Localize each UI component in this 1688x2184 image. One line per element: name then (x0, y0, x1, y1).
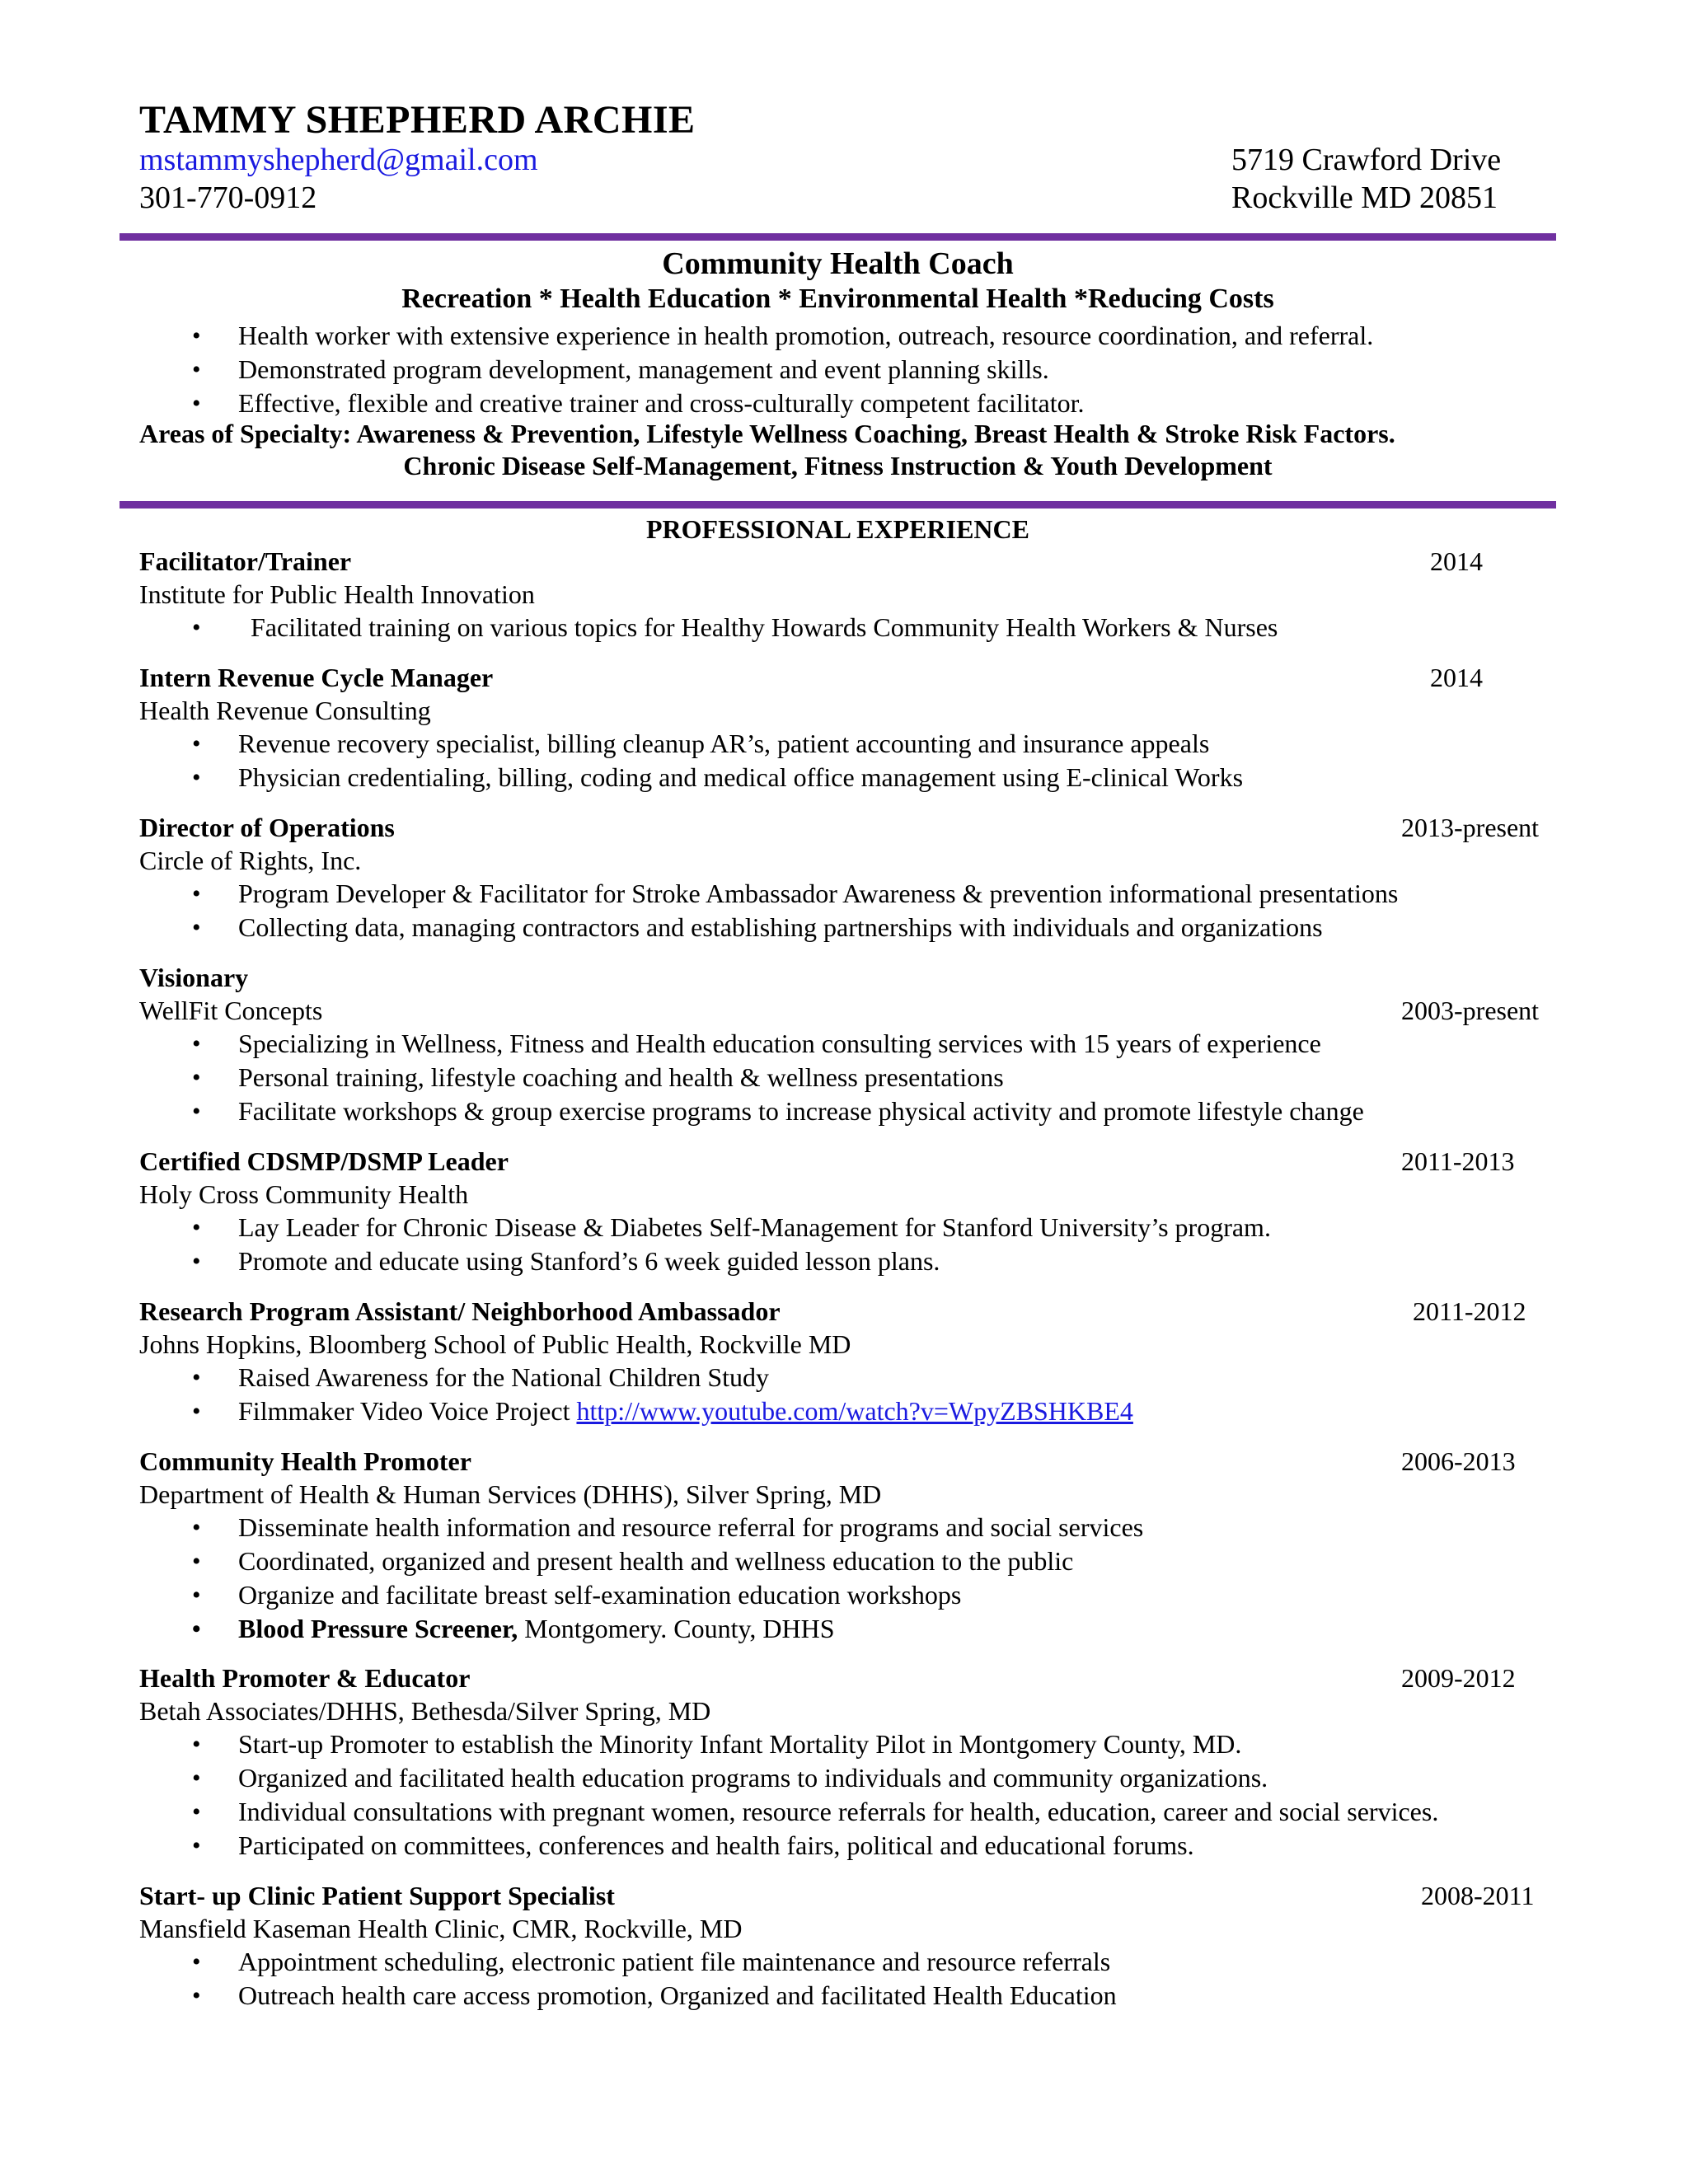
list-item: • Revenue recovery specialist, billing cleanup AR’s, patient accounting and insurance appeals (139, 727, 1556, 761)
job-entry (139, 1295, 1556, 1428)
job-bullets (139, 727, 1556, 794)
summary-bullet: • Effective, flexible and creative trainer and cross-culturally competent facilitator. (139, 387, 1373, 420)
bullet-icon: • (192, 390, 201, 417)
bullet-icon: • (192, 1214, 201, 1241)
bullet-icon: • (192, 356, 201, 383)
experience-heading: PROFESSIONAL EXPERIENCE (646, 514, 1029, 544)
bullet-icon: • (192, 1548, 201, 1575)
bullet-icon: • (192, 1514, 201, 1541)
job-title: Start- up Clinic Patient Support Specialist (139, 1881, 615, 1910)
job-title: Health Promoter & Educator (139, 1663, 471, 1693)
bullet-icon: • (192, 1765, 201, 1792)
job-entry (139, 1879, 1556, 2013)
bullet-icon: • (192, 1948, 201, 1975)
job-entry (139, 1445, 1556, 1646)
bullet-icon: • (192, 1832, 201, 1859)
bullet-icon: • (192, 1731, 201, 1758)
job-entry (139, 811, 1556, 944)
job-org: Johns Hopkins, Bloomberg School of Public Health, Rockville MD (139, 1329, 851, 1359)
areas-line-2: Chronic Disease Self-Management, Fitness Instruction & Youth Development (403, 451, 1273, 480)
list-item: • Facilitated training on various topics for Healthy Howards Community Health Workers & Nurses (139, 611, 1556, 644)
list-item: • Personal training, lifestyle coaching and health & wellness presentations (139, 1061, 1556, 1094)
job-date: 2006-2013 (1401, 1446, 1516, 1476)
job-title: Facilitator/Trainer (139, 546, 352, 576)
list-item: • Organized and facilitated health education programs to individuals and community organizations. (139, 1761, 1556, 1795)
list-item: • Specializing in Wellness, Fitness and Health education consulting services with 15 years of experience (139, 1027, 1556, 1061)
bullet-icon: • (192, 914, 201, 941)
job-date: 2003-present (1401, 996, 1540, 1025)
bullet-icon: • (192, 1582, 201, 1609)
job-entry (139, 961, 1556, 1128)
address-line-2: Rockville MD 20851 (1231, 180, 1498, 215)
job-date: 2008-2011 (1421, 1881, 1535, 1910)
list-item: • Coordinated, organized and present health and wellness education to the public (139, 1544, 1556, 1578)
areas-label: Areas of Specialty (139, 419, 343, 448)
list-item: • Filmmaker Video Voice Project http://www.youtube.com/watch?v=WpyZBSHKBE4 (139, 1394, 1556, 1428)
list-item: • Blood Pressure Screener, Montgomery. County, DHHS (139, 1612, 1556, 1646)
job-title: Research Program Assistant/ Neighborhood Ambassador (139, 1296, 781, 1326)
list-item: • Start-up Promoter to establish the Minority Infant Mortality Pilot in Montgomery County, MD. (139, 1727, 1556, 1761)
job-date: 2013-present (1401, 813, 1540, 842)
list-item: • Facilitate workshops & group exercise programs to increase physical activity and promote lifestyle change (139, 1094, 1556, 1128)
header-divider (120, 233, 1556, 241)
list-item: • Promote and educate using Stanford’s 6 week guided lesson plans. (139, 1244, 1556, 1278)
job-bullets (139, 1945, 1556, 2013)
job-org: Holy Cross Community Health (139, 1179, 469, 1209)
bullet-icon: • (192, 614, 201, 641)
list-item: • Organize and facilitate breast self-examination education workshops (139, 1578, 1556, 1612)
section-divider (120, 501, 1556, 509)
job-date: 2009-2012 (1401, 1663, 1516, 1693)
job-bullets (139, 877, 1556, 944)
job-bullets (139, 611, 1556, 644)
summary-title: Community Health Coach (662, 246, 1014, 281)
job-title: Visionary (139, 963, 249, 992)
bullet-icon: • (192, 1615, 201, 1643)
bullet-icon: • (192, 764, 201, 791)
job-title: Intern Revenue Cycle Manager (139, 663, 494, 692)
job-org: Betah Associates/DHHS, Bethesda/Silver Spring, MD (139, 1696, 711, 1726)
phone-number: 301-770-0912 (139, 180, 317, 215)
job-entry (139, 1145, 1556, 1278)
job-org: Health Revenue Consulting (139, 696, 431, 725)
job-org: Circle of Rights, Inc. (139, 846, 362, 875)
list-item: • Collecting data, managing contractors and establishing partnerships with individuals and organizations (139, 911, 1556, 944)
job-entry (139, 1661, 1556, 1863)
job-bullets (139, 1211, 1556, 1278)
job-org: Institute for Public Health Innovation (139, 579, 535, 609)
summary-bullet: • Health worker with extensive experience in health promotion, outreach, resource coordination, and referral. (139, 319, 1373, 353)
list-item: • Disseminate health information and resource referral for programs and social services (139, 1511, 1556, 1544)
job-date: 2011-2012 (1413, 1296, 1526, 1326)
job-entry (139, 545, 1556, 644)
summary-bullet-list (139, 319, 1373, 420)
bullet-icon: • (192, 1098, 201, 1125)
job-date: 2014 (1430, 546, 1483, 576)
areas-of-specialty: Areas of Specialty: Awareness & Prevention, Lifestyle Wellness Coaching, Breast Health & Stroke Risk Factors. (139, 419, 1395, 448)
bullet-icon: • (192, 322, 201, 349)
areas-line-1: Awareness & Prevention, Lifestyle Wellness Coaching, Breast Health & Stroke Risk Factors. (356, 419, 1395, 448)
bullet-icon: • (192, 1982, 201, 2009)
bullet-icon: • (192, 1398, 201, 1425)
job-org: WellFit Concepts (139, 996, 323, 1025)
list-item: • Participated on committees, conferences and health fairs, political and educational forums. (139, 1829, 1556, 1863)
address-line-1: 5719 Crawford Drive (1231, 143, 1502, 177)
list-item: • Outreach health care access promotion, Organized and facilitated Health Education (139, 1979, 1556, 2013)
job-date: 2011-2013 (1401, 1146, 1515, 1176)
job-title: Certified CDSMP/DSMP Leader (139, 1146, 509, 1176)
bullet-icon: • (192, 880, 201, 907)
bullet-icon: • (192, 730, 201, 757)
job-title: Director of Operations (139, 813, 395, 842)
list-item: • Physician credentialing, billing, coding and medical office management using E-clinical Works (139, 761, 1556, 794)
bullet-icon: • (192, 1364, 201, 1391)
email-link[interactable]: mstammyshepherd@gmail.com (139, 143, 538, 177)
list-item: • Lay Leader for Chronic Disease & Diabetes Self-Management for Stanford University’s program. (139, 1211, 1556, 1244)
job-entry (139, 661, 1556, 794)
bullet-icon: • (192, 1248, 201, 1275)
job-bullets (139, 1361, 1556, 1428)
candidate-name: TAMMY SHEPHERD ARCHIE (139, 98, 696, 142)
job-bullets (139, 1727, 1556, 1863)
job-bullets (139, 1027, 1556, 1128)
list-item: • Appointment scheduling, electronic patient file maintenance and resource referrals (139, 1945, 1556, 1979)
job-org: Department of Health & Human Services (DHHS), Silver Spring, MD (139, 1479, 882, 1509)
youtube-link[interactable]: http://www.youtube.com/watch?v=WpyZBSHKBE4 (576, 1396, 1133, 1426)
job-org: Mansfield Kaseman Health Clinic, CMR, Rockville, MD (139, 1914, 743, 1943)
list-item: • Raised Awareness for the National Children Study (139, 1361, 1556, 1394)
job-title: Community Health Promoter (139, 1446, 471, 1476)
job-bullets (139, 1511, 1556, 1646)
bullet-icon: • (192, 1798, 201, 1825)
list-item: • Program Developer & Facilitator for Stroke Ambassador Awareness & prevention informational presentations (139, 877, 1556, 911)
bullet-icon: • (192, 1030, 201, 1057)
summary-subtitle: Recreation * Health Education * Environmental Health *Reducing Costs (401, 284, 1274, 314)
summary-bullet: • Demonstrated program development, management and event planning skills. (139, 353, 1373, 387)
bullet-icon: • (192, 1064, 201, 1091)
job-date: 2014 (1430, 663, 1483, 692)
list-item: • Individual consultations with pregnant women, resource referrals for health, education, career and social services. (139, 1795, 1556, 1829)
